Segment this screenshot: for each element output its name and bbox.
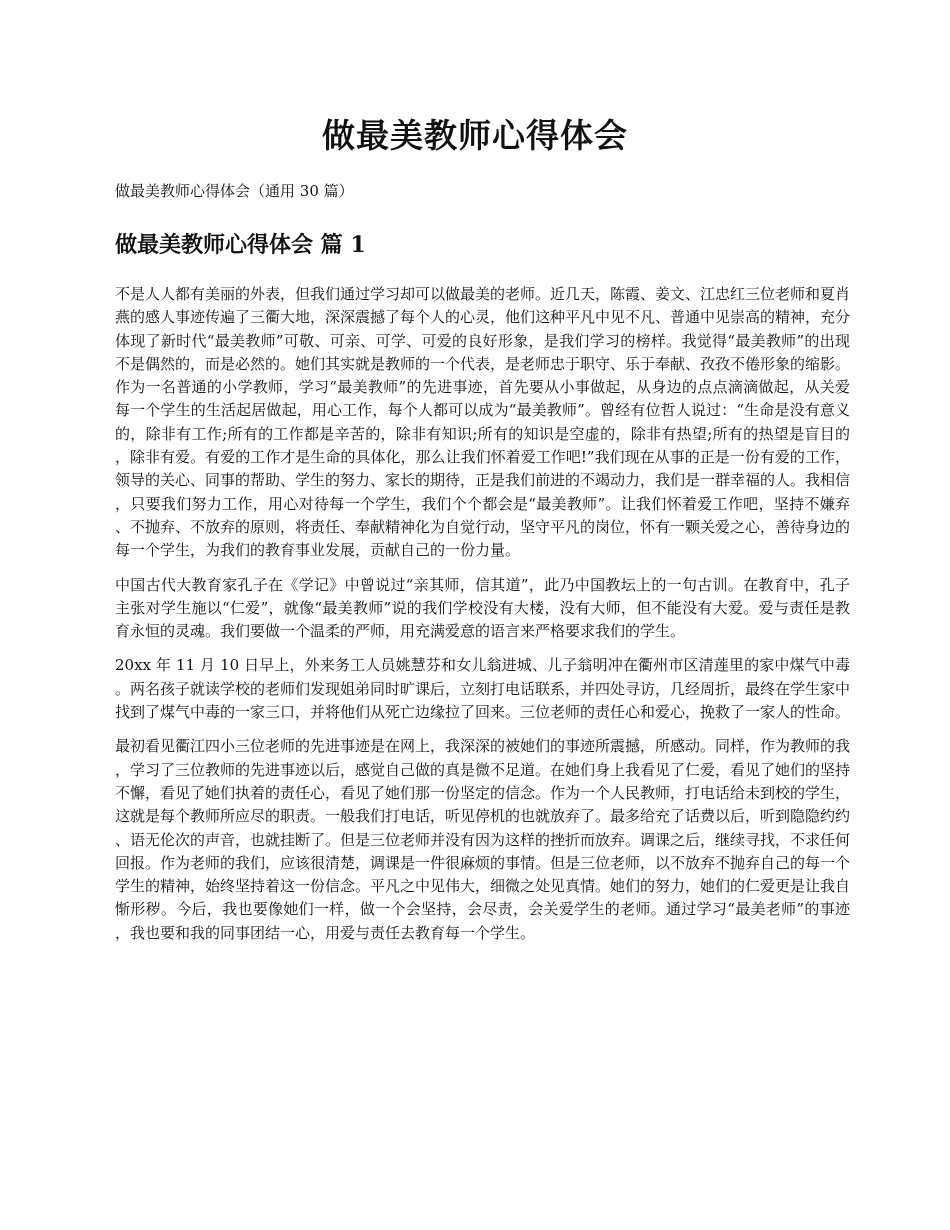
section-heading: 做最美教师心得体会 篇 1 xyxy=(115,232,366,258)
paragraph-1: 不是人人都有美丽的外表，但我们通过学习却可以做最美的老师。近几天，陈霞、姜文、江忠红三位老师和夏肖燕的感人事迹传遍了三衢大地，深深震撼了每个人的心灵，他们这种平凡中见不凡、普通中见崇高的精神，充分体现了新时代“最美教师”可敬、可亲、可学、可爱的良好形象，是我们学习的榜样。我觉得“最美教师”的出现不是偶然的，而是必然的。她们其实就是教师的一个代表，是老师忠于职守、乐于奉献、孜孜不倦形象的缩影。作为一名普通的小学教师，学习“最美教师”的先进事迹，首先要从小事做起，从身边的点点滴滴做起，从关爱每一个学生的生活起居做起，用心工作，每个人都可以成为“最美教师”。曾经有位哲人说过：“生命是没有意义的，除非有工作;所有的工作都是辛苦的，除非有知识;所有的知识是空虚的，除非有热望;所有的热望是盲目的，除非有爱。有爱的工作才是生命的具体化，那么让我们怀着爱工作吧!”我们现在从事的正是一份有爱的工作，领导的关心、同事的帮助、学生的努力、家长的期待，正是我们前进的不竭动力，我们是一群幸福的人。我相信，只要我们努力工作，用心对待每一个学生，我们个个都会是“最美教师”。让我们怀着爱工作吧，坚持不嫌弃、不抛弃、不放弃的原则，将责任、奉献精神化为自觉行动，坚守平凡的岗位，怀有一颗关爱之心，善待身边的每一个学生，为我们的教育事业发展，贡献自己的一份力量。 xyxy=(115,285,851,560)
document-body xyxy=(115,283,850,956)
document-subtitle: 做最美教师心得体会（通用 30 篇） xyxy=(115,182,354,200)
document-title: 做最美教师心得体会 xyxy=(322,116,628,155)
paragraph-3: 20xx 年 11 月 10 日早上，外来务工人员姚慧芬和女儿翁进城、儿子翁明冲在衢州市区清莲里的家中煤气中毒。两名孩子就读学校的老师们发现姐弟同时旷课后，立刻打电话联系，并四处寻访，几经周折，最终在学生家中找到了煤气中毒的一家三口，并将他们从死亡边缘拉了回来。三位老师的责任心和爱心，挽救了一家人的性命。 xyxy=(115,656,851,722)
paragraph-4: 最初看见衢江四小三位老师的先进事迹是在网上，我深深的被她们的事迹所震撼，所感动。同样，作为教师的我，学习了三位教师的先进事迹以后，感觉自己做的真是微不足道。在她们身上我看见了仁爱，看见了她们的坚持不懈，看见了她们执着的责任心，看见了她们那一份坚定的信念。作为一个人民教师，打电话给未到校的学生，这就是每个教师所应尽的职责。一般我们打电话，听见停机的也就放弃了。最多给充了话费以后，听到隐隐约约、语无伦次的声音，也就挂断了。但是三位老师并没有因为这样的挫折而放弃。调课之后，继续寻找，不求任何回报。作为老师的我们，应该很清楚，调课是一件很麻烦的事情。但是三位老师，以不放弃不抛弃自己的每一个学生的精神，始终坚持着这一份信念。平凡之中见伟大，细微之处见真情。她们的努力，她们的仁爱更是让我自惭形秽。今后，我也要像她们一样，做一个会坚持，会尽责，会关爱学生的老师。通过学习“最美老师”的事迹，我也要和我的同事团结一心，用爱与责任去教育每一个学生。 xyxy=(115,737,851,942)
paragraph-2: 中国古代大教育家孔子在《学记》中曾说过“亲其师，信其道”，此乃中国教坛上的一句古训。在教育中，孔子主张对学生施以“仁爱”，就像“最美教师”说的我们学校没有大楼，没有大师，但不能没有大爱。爱与责任是教育永恒的灵魂。我们要做一个温柔的严师，用充满爱意的语言来严格要求我们的学生。 xyxy=(115,575,850,641)
